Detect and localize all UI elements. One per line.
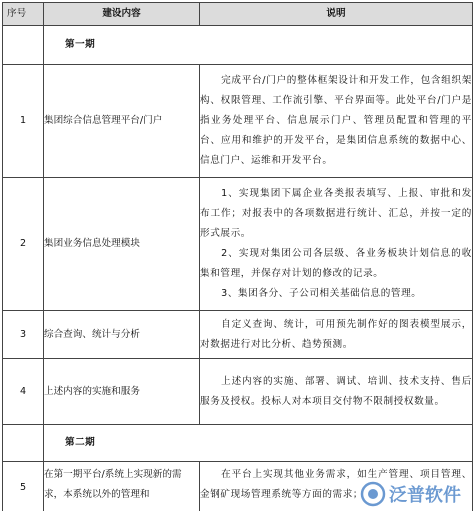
description-paragraph: 在平台上实现其他业务需求，如生产管理、项目管理、金钢矿现场管理系统等方面的需求； (200, 469, 472, 500)
header-description: 说明 (200, 3, 473, 26)
phase-label: 第一期 (44, 26, 473, 65)
table-row (3, 359, 473, 425)
table-row (3, 462, 473, 511)
row-content: 在第一期平台/系统上实现新的需求，本系统以外的管理和 (44, 462, 200, 511)
description-paragraph: 1、实现集团下属企业各类报表填写、上报、审批和发布工作；对报表中的各项数据进行统计、汇总，并按一定的形式展示。 (200, 188, 472, 239)
row-content: 集团综合信息管理平台/门户 (44, 65, 200, 178)
header-content: 建设内容 (44, 3, 200, 26)
phase-empty-cell (3, 26, 44, 65)
phase-empty-cell (3, 425, 44, 462)
construction-plan-table (2, 2, 473, 511)
row-content: 综合查询、统计与分析 (44, 311, 200, 359)
row-number: 1 (3, 65, 44, 178)
phase-row-2 (3, 425, 473, 462)
phase-row-1 (3, 26, 473, 65)
row-number: 2 (3, 178, 44, 311)
description-paragraph: 自定义查询、统计，可用预先制作好的图表模型展示，对数据进行对比分析、趋势预测。 (200, 318, 472, 350)
table-row (3, 311, 473, 359)
row-description (200, 65, 473, 178)
description-paragraph: 3、集团各分、子公司相关基础信息的管理。 (221, 288, 422, 299)
row-content: 上述内容的实施和服务 (44, 359, 200, 425)
description-paragraph: 完成平台/门户的整体框架设计和开发工作，包含组织架构、权限管理、工作流引擎、平台界面等。此处平台/门户是指业务处理平台、信息展示门户、管理员配置和管理的平台、应用和维护的开发平台，是集团信息系统的数据中心、信息门户、运维和开发平台。 (200, 75, 472, 166)
table-row (3, 178, 473, 311)
table-row (3, 65, 473, 178)
row-description (200, 178, 473, 311)
row-description (200, 359, 473, 425)
description-paragraph: 上述内容的实施、部署、调试、培训、技术支持、售后服务及授权。投标人对本项目交付物不限制授权数量。 (200, 375, 472, 407)
table-header-row (3, 3, 473, 26)
row-number: 3 (3, 311, 44, 359)
header-no: 序号 (3, 3, 44, 26)
row-description (200, 462, 473, 511)
phase-label: 第二期 (44, 425, 473, 462)
row-content: 集团业务信息处理模块 (44, 178, 200, 311)
description-paragraph: 2、实现对集团公司各层级、各业务板块计划信息的收集和管理，并保存对计划的修改的记录。 (200, 248, 472, 279)
row-number: 5 (3, 462, 44, 511)
watermark-text: 泛普软件 (389, 485, 461, 506)
row-number: 4 (3, 359, 44, 425)
row-description (200, 311, 473, 359)
